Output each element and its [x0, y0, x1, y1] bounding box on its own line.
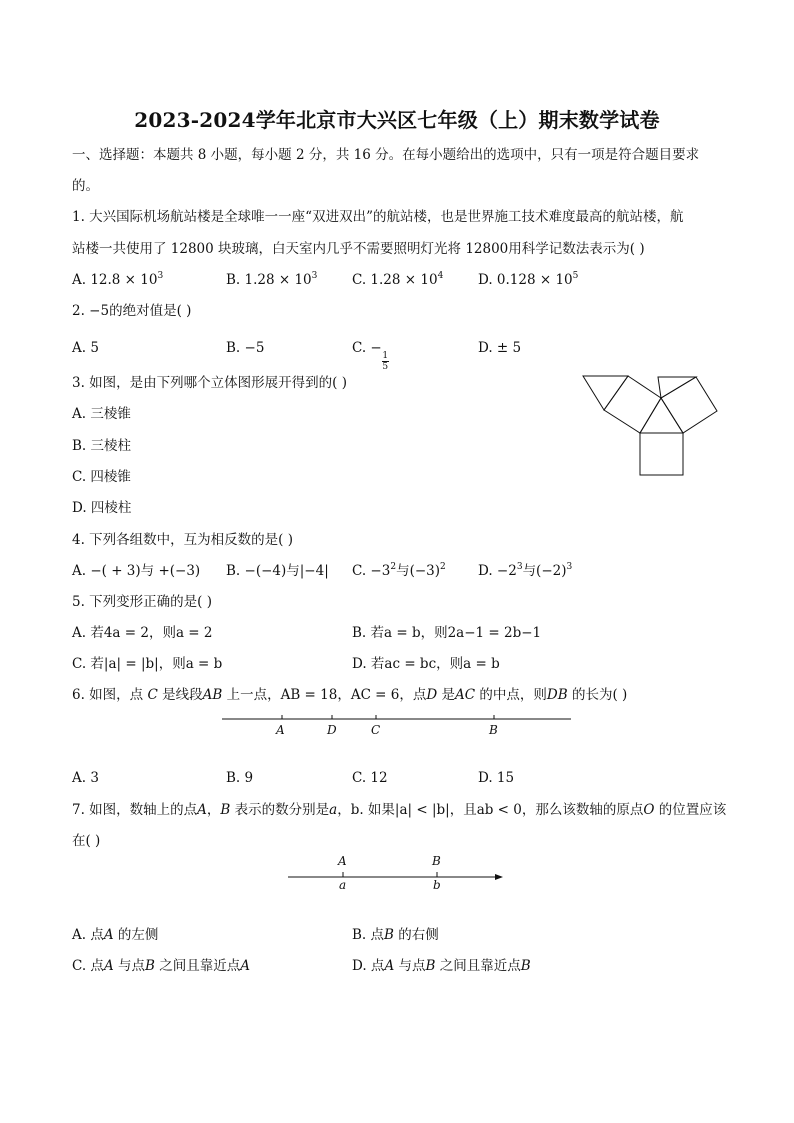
q2-option-c: C. − $\frac{1}{5}$ — [352, 340, 389, 372]
value-label-b: b — [433, 878, 441, 892]
point-label-B: B — [432, 854, 441, 868]
q2-option-b: B. −5 — [226, 340, 265, 356]
q1-stem-line2: 站楼一共使用了 12800 块玻璃，白天室内几乎不需要照明灯光将 12800用科学记数法表示为( ) — [72, 241, 645, 257]
q1-stem-line1: 1. 大兴国际机场航站楼是全球唯一一座“双进双出”的航站楼，也是世界施工技术难度最高的航站楼，航 — [72, 209, 684, 225]
q7-stem-line2: 在( ) — [72, 833, 101, 849]
q4-option-c: C. $-3^2$与$(-3)^2$ — [352, 562, 446, 579]
section-heading: 一、选择题：本题共 8 小题，每小题 2 分，共 16 分。在每小题给出的选项中，只有一项是符合题目要求 — [72, 147, 700, 163]
exam-title: 2023-2024学年北京市大兴区七年级（上）期末数学试卷 — [134, 108, 660, 132]
q6-option-d: D. 15 — [478, 770, 515, 786]
q5-option-a: A. 若4a = 2，则a = 2 — [72, 625, 213, 641]
q2-option-d: D. ± 5 — [478, 340, 522, 356]
q7-option-b: B. 点B 的右侧 — [352, 927, 439, 943]
q1-option-a: A. $12.8 \times 10^3$ — [72, 271, 164, 288]
q3-option-b: B. 三棱柱 — [72, 438, 132, 454]
fraction: $\frac{1}{5}$ — [382, 351, 389, 372]
q4-stem: 4. 下列各组数中，互为相反数的是( ) — [72, 532, 293, 548]
q7-option-d: D. 点A 与点B 之间且靠近点B — [352, 958, 531, 974]
q2-option-a: A. 5 — [72, 340, 99, 356]
point-label-b: B — [489, 723, 498, 737]
q5-stem: 5. 下列变形正确的是( ) — [72, 594, 212, 610]
q3-option-c: C. 四棱锥 — [72, 469, 131, 485]
value-label-a: a — [339, 878, 347, 892]
q7-stem-line1: 7. 如图，数轴上的点A，B 表示的数分别是a，b. 如果|a| < |b|，且ab < 0，那么该数轴的原点O 的位置应该 — [72, 802, 727, 818]
q1-option-c: C. $1.28 \times 10^4$ — [352, 271, 444, 288]
q1-option-d: D. $0.128 \times 10^5$ — [478, 271, 579, 288]
q3-option-a: A. 三棱锥 — [72, 406, 131, 422]
q6-stem: 6. 如图，点 C 是线段AB 上一点，AB = 18，AC = 6，点D 是AC 的中点，则DB 的长为( ) — [72, 687, 628, 703]
q7-option-c: C. 点A 与点B 之间且靠近点A — [72, 958, 250, 974]
q1-option-b: B. $1.28 \times 10^3$ — [226, 271, 318, 288]
point-label-c: C — [371, 723, 381, 737]
q3-option-d: D. 四棱柱 — [72, 500, 132, 516]
q7-option-a: A. 点A 的左侧 — [72, 927, 159, 943]
point-label-A: A — [338, 854, 347, 868]
q5-option-d: D. 若ac = bc，则a = b — [352, 656, 500, 672]
number-line-arrow-icon — [495, 874, 503, 880]
q3-stem: 3. 如图，是由下列哪个立体图形展开得到的( ) — [72, 375, 347, 391]
q5-option-b: B. 若a = b，则2a−1 = 2b−1 — [352, 625, 542, 641]
q4-option-a: A. −( + 3)与 +(−3) — [72, 563, 201, 579]
q6-option-b: B. 9 — [226, 770, 254, 786]
q6-option-a: A. 3 — [72, 770, 99, 786]
section-heading-cont: 的。 — [72, 178, 99, 194]
q4-option-b: B. −(−4)与|−4| — [226, 563, 329, 579]
q2-stem: 2. −5的绝对值是( ) — [72, 303, 192, 319]
q6-option-c: C. 12 — [352, 770, 388, 786]
point-label-d: D — [327, 723, 337, 737]
q5-option-c: C. 若|a| = |b|，则a = b — [72, 656, 223, 672]
point-label-a: A — [276, 723, 285, 737]
q4-option-d: D. $-2^3$与$(-2)^3$ — [478, 562, 573, 579]
